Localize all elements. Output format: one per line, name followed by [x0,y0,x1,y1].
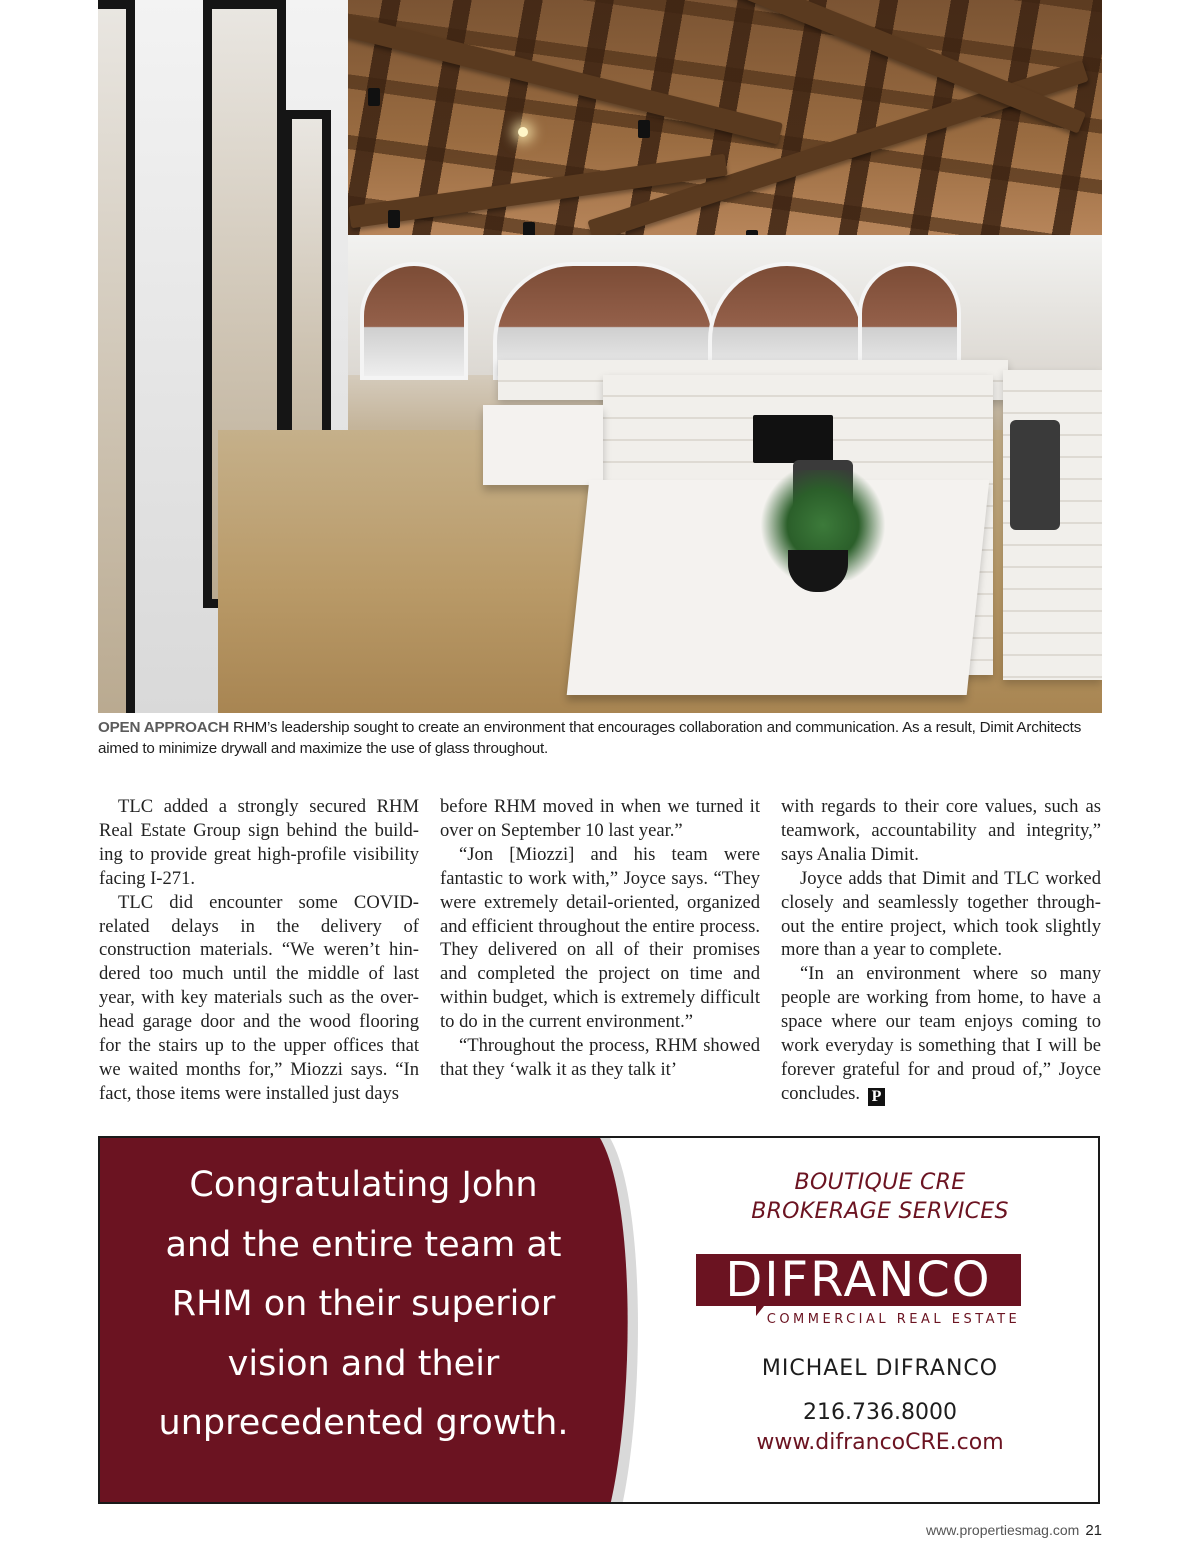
logo-subtitle: COMMERCIAL REAL ESTATE [766,1312,1021,1327]
ad-congratulation-message [120,1156,607,1454]
article-paragraph: TLC did encounter some COVID-related delays in the delivery of construction materials. “We weren’t hin-dered too much until the middle of last year, with key materials such as the over-head garage door and the wood flooring for the stairs up to the upper offices that we waited months for,” Miozzi says. “In fact, those items were installed just days [99,891,419,1104]
track-light [388,210,400,228]
difranco-advertisement [98,1136,1100,1504]
ad-message-line: vision and their [227,1343,500,1384]
article-paragraph: TLC added a strongly secured RHM Real Estate Group sign behind the build-ing to provide great high-profile visibility facing I-271. [99,796,419,889]
window-frame [98,0,135,713]
pendant-light [518,127,528,137]
footer-url[interactable]: www.propertiesmag.com [926,1522,1080,1538]
ad-message-line: RHM on their superior [171,1284,556,1324]
computer-monitor [753,415,833,463]
track-light [368,88,380,106]
contact-name: MICHAEL DIFRANCO [761,1356,999,1381]
brick-arch [360,262,468,380]
page-footer [820,1522,1102,1539]
ad-message-line: Congratulating John [189,1165,538,1205]
article-paragraph: “Throughout the process, RHM showed that they ‘walk it as they talk it’ [440,1035,760,1080]
article-paragraph-text: “In an environment where so many people are working from home, to have a space where our team enjoys coming to work everyday is something that I will be forever grateful for and proud of,” Joyce concludes. [781,963,1101,1104]
page-number: 21 [1085,1522,1102,1539]
ad-tagline-line: BROKERAGE SERVICES [751,1199,1009,1224]
caption-kicker: OPEN APPROACH [98,719,230,736]
contact-website-link[interactable]: www.difrancoCRE.com [756,1430,1004,1455]
article-column-1 [99,795,419,1106]
article-paragraph: Joyce adds that Dimit and TLC worked closely and seamlessly together through-out the entire project, which took slightly more than a year to complete. [781,867,1101,961]
article-paragraph: before RHM moved in when we turned it over on September 10 last year.” [440,796,760,841]
ad-tagline-line: BOUTIQUE CRE [794,1170,966,1195]
ad-message-line: unprecedented growth. [158,1403,569,1443]
ad-message-line: and the entire team at [165,1224,562,1265]
track-light [638,120,650,138]
photo-caption [98,717,1108,759]
caption-text: RHM’s leadership sought to create an environment that encourages collaboration and communication. As a result, Dimit Architects aimed to minimize drywall and maximize the use of glass throughout. [98,719,1082,757]
article-paragraph-final [781,962,1101,1106]
article-paragraph: with regards to their core values, such as teamwork, accountability and integrity,” says Analia Dimit. [781,796,1101,865]
office-chair [1010,420,1060,530]
contact-phone: 216.736.8000 [803,1400,957,1425]
ad-tagline [660,1168,1100,1226]
end-of-story-mark: P [868,1088,885,1106]
article-column-2 [440,795,760,1082]
logo-wordmark: DIFRANCO [725,1252,992,1308]
ad-contact-panel [660,1138,1100,1502]
article-column-3 [781,795,1101,1106]
article-paragraph: “Jon [Miozzi] and his team were fantastic to work with,” Joyce says. “They were extremely detail-oriented, organized and efficient throughout the entire process. They delivered on all of their promises and completed the project on time and within budget, which is extremely difficult to do in the current environment.” [440,843,760,1033]
difranco-logo [696,1250,1026,1330]
office-interior-photo [98,0,1102,713]
desk [483,405,603,485]
